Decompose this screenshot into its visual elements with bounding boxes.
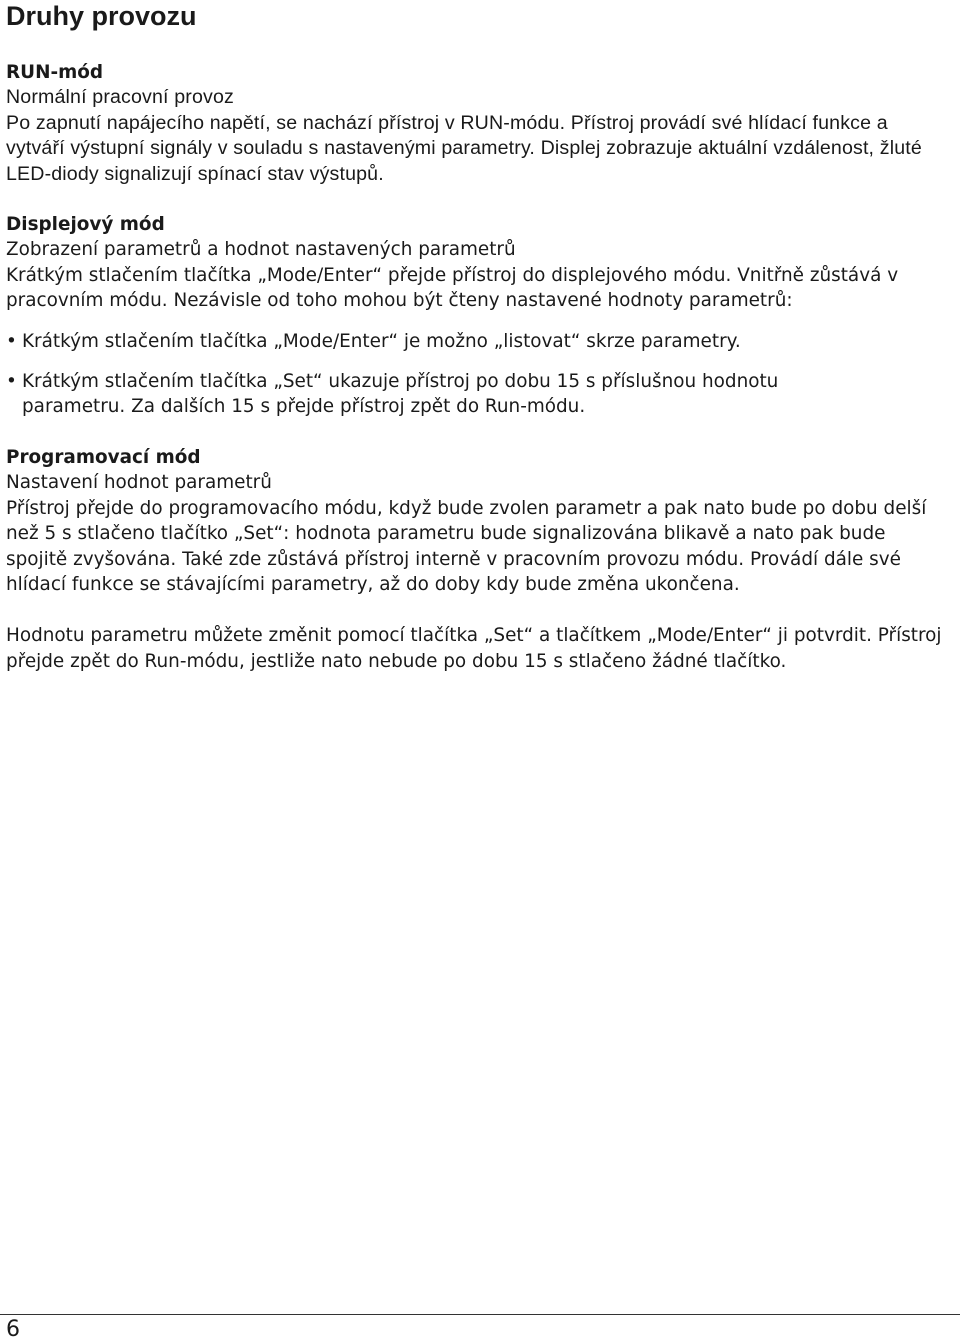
section-run-mode [6, 60, 956, 187]
list-item-text: Krátkým stlačením tlačítka „Set“ ukazuje přístroj po dobu 15 s příslušnou hodnotu parametru. Za dalších 15 s přejde přístroj zpět do Run-módu. [22, 371, 779, 418]
document-page [6, 0, 956, 674]
bullet-icon: • [6, 330, 17, 352]
section-heading: Programovací mód [6, 446, 201, 468]
bullet-icon: • [6, 371, 17, 393]
list-item [6, 369, 782, 420]
paragraph: Po zapnutí napájecího napětí, se nachází přístroj v RUN-módu. Přístroj provádí své hlídací funkce a vytváří výstupní signály v souladu s nastavenými parametry. Displej zobrazuje aktuální vzdálenost, žluté LED-diody signalizují spínací stav výstupů. [6, 111, 922, 185]
paragraph: Krátkým stlačením tlačítka „Mode/Enter“ přejde přístroj do displejového módu. Vnitřně zůstává v pracovním módu. Nezávisle od toho mohou být čteny nastavené hodnoty parametrů: [6, 264, 899, 312]
section-heading: RUN-mód [6, 62, 104, 83]
section-programming-mode [6, 445, 956, 674]
section-subtitle: Nastavení hodnot parametrů [6, 472, 272, 494]
list-item-text: Krátkým stlačením tlačítka „Mode/Enter“ je možno „listovat“ skrze parametry. [22, 330, 741, 352]
section-subtitle: Zobrazení parametrů a hodnot nastavených parametrů [6, 239, 516, 261]
page-title: Druhy provozu [6, 1, 197, 31]
page-number: 6 [6, 1317, 20, 1342]
paragraph: Přístroj přejde do programovacího módu, když bude zvolen parametr a pak nato bude po dobu delší než 5 s stlačeno tlačítko „Set“: hodnota parametru bude signalizována blikavě a nato pak bude spojitě zvyšována. Také zde zůstává přístroj interně v pracovním provozu módu. Provádí dále své hlídací funkce se stávajícími parametry, až do doby kdy bude změna ukončena. [6, 497, 927, 595]
list-item [6, 329, 902, 354]
section-heading: Displejový mód [6, 214, 165, 236]
footer-divider [0, 1314, 960, 1315]
paragraph: Hodnotu parametru můžete změnit pomocí tlačítka „Set“ a tlačítkem „Mode/Enter“ ji potvrdit. Přístroj přejde zpět do Run-módu, jestliže nato nebude po dobu 15 s stlačeno žádné tlačítko. [6, 625, 942, 672]
section-subtitle: Normální pracovní provoz [6, 86, 234, 109]
section-display-mode [6, 212, 956, 420]
